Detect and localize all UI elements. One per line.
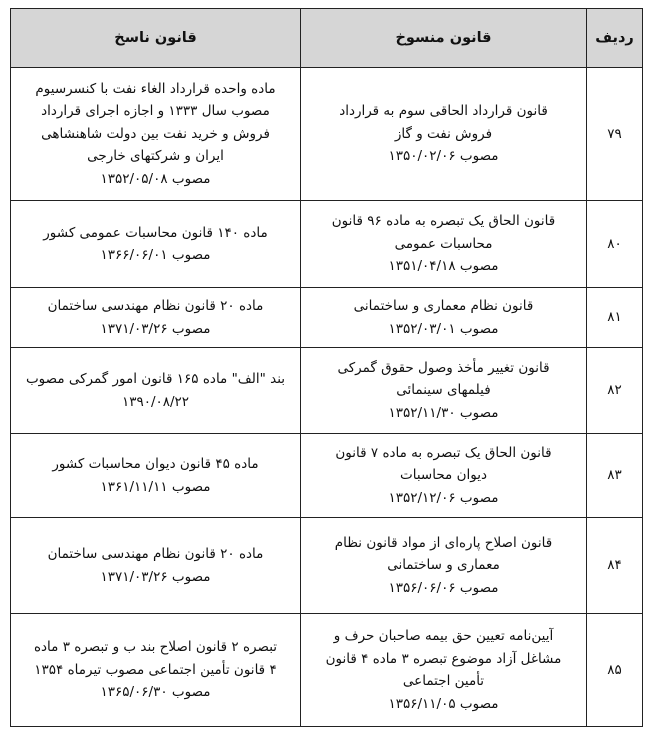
repealed-law-cell [301,201,587,288]
cell-line: مصوب ۱۳۵۲/۱۲/۰۶ [388,489,499,506]
table-row [11,68,643,201]
cell-line: معماری و ساختمانی [387,557,500,574]
table-row [11,434,643,518]
header-radif: ردیف [587,9,643,68]
table-header-row [11,9,643,68]
repealing-law-cell [11,518,301,614]
cell-line: مصوب ۱۳۵۲/۰۵/۰۸ [100,170,211,187]
repealed-law-cell [301,434,587,518]
cell-line: ماده ۴۵ قانون دیوان محاسبات کشور [52,456,259,472]
repealed-law-cell [301,68,587,201]
repealing-law-cell [11,201,301,288]
repealed-law-cell [301,348,587,434]
cell-line: مصوب ۱۳۵۲/۰۳/۰۱ [388,320,499,337]
table-row [11,518,643,614]
repealing-law-cell [11,614,301,727]
row-number: ۸۲ [587,348,643,434]
document-page [10,8,642,727]
cell-line: قانون تغییر مأخذ وصول حقوق گمرکی [337,359,550,376]
cell-line: تبصره ۲ قانون اصلاح بند ب و تبصره ۳ ماده [33,639,278,656]
repealed-law-cell [301,288,587,348]
cell-line: فیلمهای سینمائی [396,382,491,399]
cell-line: تأمین اجتماعی [402,673,485,689]
cell-line: فروش نفت و گاز [394,125,493,142]
row-number: ۸۱ [587,288,643,348]
cell-line: مصوب ۱۳۶۶/۰۶/۰۱ [100,247,211,263]
cell-line: قانون اصلاح پاره‌ای از مواد قانون نظام [334,534,553,551]
header-repealing-law: قانون ناسخ [11,9,301,68]
repealing-law-cell [11,288,301,348]
cell-line: مصوب سال ۱۳۳۳ و اجازه اجرای قرارداد [41,103,270,120]
cell-line: بند "الف" ماده ۱۶۵ قانون امور گمرکی مصوب [25,371,286,387]
row-number: ۸۴ [587,518,643,614]
repealed-law-cell [301,614,587,727]
cell-line: ۴ قانون تأمین اجتماعی مصوب تیرماه ۱۳۵۴ [34,661,277,678]
table-row [11,348,643,434]
cell-line: ۱۳۹۰/۰۸/۲۲ [121,393,190,410]
cell-line: ایران و شرکتهای خارجی [87,148,224,165]
header-repealed-law: قانون منسوخ [301,9,587,68]
cell-line: محاسبات عمومی [394,235,493,252]
repealing-law-cell [11,434,301,518]
cell-line: قانون نظام معماری و ساختمانی [353,298,534,314]
repealing-law-cell [11,68,301,201]
table-row [11,614,643,727]
row-number: ۸۰ [587,201,643,288]
repealing-law-cell [11,348,301,434]
cell-line: فروش و خرید نفت بین دولت شاهنشاهی [41,125,270,142]
cell-line: ماده ۱۴۰ قانون محاسبات عمومی کشور [43,224,268,241]
cell-line: ماده ۲۰ قانون نظام مهندسی ساختمان [47,298,264,314]
row-number: ۷۹ [587,68,643,201]
table-row [11,201,643,288]
repealed-law-cell [301,518,587,614]
cell-line: مصوب ۱۳۵۶/۰۶/۰۶ [388,579,499,596]
cell-line: مصوب ۱۳۵۲/۱۱/۳۰ [388,404,499,421]
cell-line: مصوب ۱۳۵۱/۰۴/۱۸ [388,258,499,275]
table-row [11,288,643,348]
cell-line: مصوب ۱۳۶۱/۱۱/۱۱ [100,478,211,495]
cell-line: مصوب ۱۳۷۱/۰۳/۲۶ [100,568,211,585]
cell-line: مشاغل آزاد موضوع تبصره ۳ ماده ۴ قانون [325,650,562,667]
cell-line: قانون الحاق یک تبصره به ماده ۷ قانون [335,444,552,461]
cell-line: ماده واحده قرارداد الغاء نفت با کنسرسیوم [35,80,276,97]
cell-line: مصوب ۱۳۵۰/۰۲/۰۶ [388,148,499,165]
row-number: ۸۵ [587,614,643,727]
cell-line: مصوب ۱۳۷۱/۰۳/۲۶ [100,320,211,337]
cell-line: مصوب ۱۳۵۶/۱۱/۰۵ [388,695,499,712]
cell-line: دیوان محاسبات [400,467,487,484]
row-number: ۸۳ [587,434,643,518]
cell-line: آیین‌نامه تعیین حق بیمه صاحبان حرف و [333,628,554,644]
laws-table [10,8,643,727]
cell-line: قانون الحاق یک تبصره به ماده ۹۶ قانون [331,213,556,230]
cell-line: ماده ۲۰ قانون نظام مهندسی ساختمان [47,546,264,562]
cell-line: مصوب ۱۳۶۵/۰۶/۳۰ [100,684,211,701]
cell-line: قانون قرارداد الحاقی سوم به قرارداد [339,103,548,120]
